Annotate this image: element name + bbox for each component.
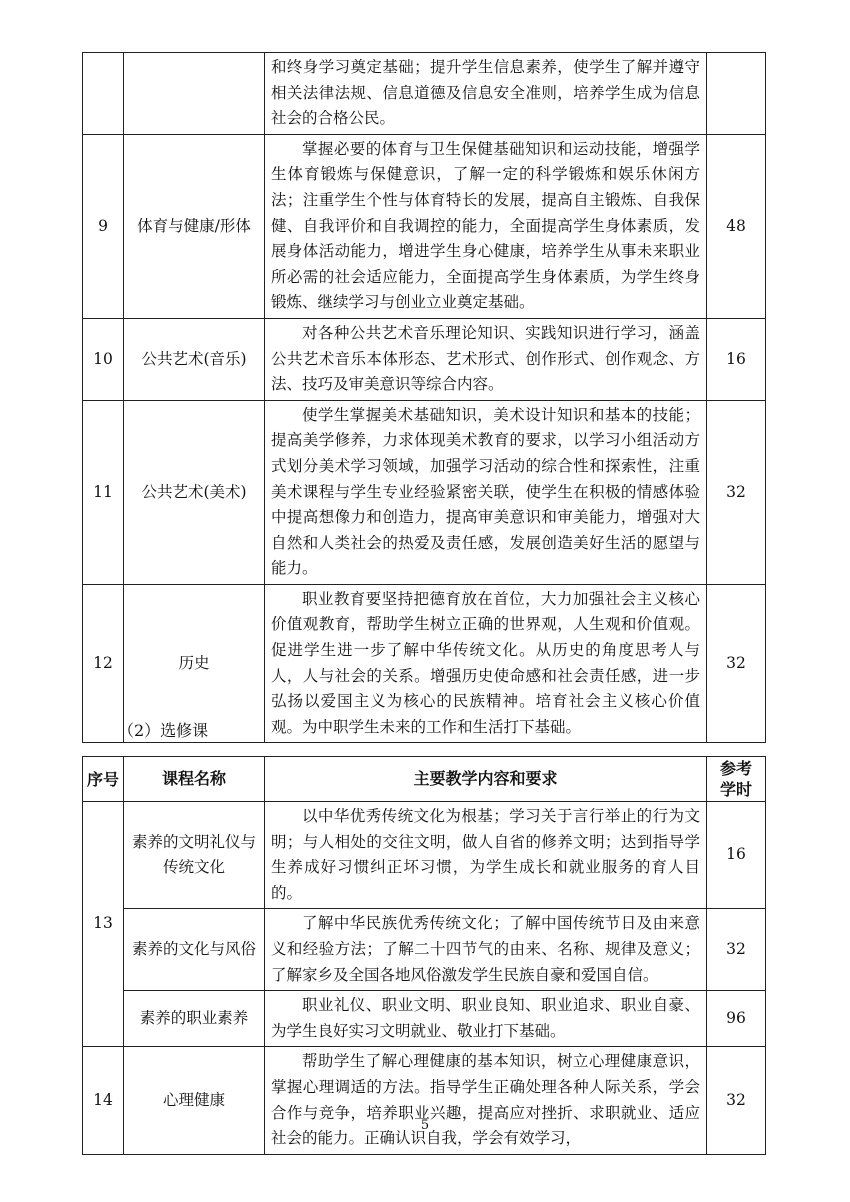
course-content: 职业礼仪、职业文明、职业良知、职业追求、职业自豪、为学生良好实习文明就业、敬业打下基础。 bbox=[265, 991, 707, 1047]
required-courses-table bbox=[82, 52, 766, 743]
course-hours: 32 bbox=[707, 400, 766, 584]
course-hours: 48 bbox=[707, 134, 766, 318]
course-content: 掌握必要的体育与卫生保健基础知识和运动技能，增强学生体育锻炼与保健意识，了解一定的科学锻炼和娱乐休闲方法；注重学生个性与体育特长的发展，提高自主锻炼、自我保健、自我评价和自我调控的能力，全面提高学生身体素质，发展身体活动能力，增进学生身心健康，培养学生从事未来职业所必需的社会适应能力，全面提高学生身体素质，为学生终身锻炼、继续学习与创业立业奠定基础。 bbox=[265, 134, 707, 318]
header-number: 序号 bbox=[83, 757, 124, 802]
course-number: 9 bbox=[83, 134, 124, 318]
course-hours: 32 bbox=[707, 909, 766, 991]
course-number bbox=[83, 53, 124, 135]
course-content: 使学生掌握美术基础知识，美术设计知识和基本的技能；提高美学修养，力求体现美术教育的要求，以学习小组活动方式划分美术学习领域，加强学习活动的综合性和探索性，注重美术课程与学生专业经验紧密关联，使学生在积极的情感体验中提高想像力和创造力，提高审美意识和审美能力，增强对大自然和人类社会的热爱及责任感，发展创造美好生活的愿望与能力。 bbox=[265, 400, 707, 584]
course-content: 帮助学生了解心理健康的基本知识，树立心理健康意识，掌握心理调适的方法。指导学生正确处理各种人际关系，学会合作与竞争，培养职业兴趣，提高应对挫折、求职就业、适应社会的能力。正确认识自我，学会有效学习， bbox=[265, 1047, 707, 1154]
table-row bbox=[83, 909, 766, 991]
table-row bbox=[83, 991, 766, 1047]
course-content: 以中华优秀传统文化为根基；学习关于言行举止的行为文明；与人相处的交往文明，做人自省的修养文明；达到指导学生养成好习惯纠正坏习惯，为学生成长和就业服务的育人目的。 bbox=[265, 802, 707, 909]
course-name: 体育与健康/形体 bbox=[124, 134, 265, 318]
table-row bbox=[83, 134, 766, 318]
table-row bbox=[83, 802, 766, 909]
course-number: 10 bbox=[83, 318, 124, 400]
course-number: 12 bbox=[83, 584, 124, 743]
course-name: 公共艺术(音乐) bbox=[124, 318, 265, 400]
course-hours: 32 bbox=[707, 584, 766, 743]
course-content: 和终身学习奠定基础；提升学生信息素养，使学生了解并遵守相关法律法规、信息道德及信息安全准则，培养学生成为信息社会的合格公民。 bbox=[265, 53, 707, 135]
course-hours: 16 bbox=[707, 802, 766, 909]
elective-courses-table bbox=[82, 756, 766, 1155]
course-content: 了解中华民族优秀传统文化；了解中国传统节日及由来意义和经验方法；了解二十四节气的由来、名称、规律及意义；了解家乡及全国各地风俗激发学生民族自豪和爱国自信。 bbox=[265, 909, 707, 991]
course-number: 13 bbox=[83, 802, 124, 1047]
table-header-row bbox=[83, 757, 766, 802]
course-name: 素养的文化与风俗 bbox=[124, 909, 265, 991]
course-hours: 96 bbox=[707, 991, 766, 1047]
course-number: 14 bbox=[83, 1047, 124, 1154]
course-hours: 32 bbox=[707, 1047, 766, 1154]
page-number: 5 bbox=[420, 1118, 430, 1133]
course-hours bbox=[707, 53, 766, 135]
table-row bbox=[83, 1047, 766, 1154]
course-content: 职业教育要坚持把德育放在首位，大力加强社会主义核心价值观教育，帮助学生树立正确的世界观，人生观和价值观。促进学生进一步了解中华传统文化。从历史的角度思考人与人，人与社会的关系。增强历史使命感和社会责任感，进一步弘扬以爱国主义为核心的民族精神。培育社会主义核心价值观。为中职学生未来的工作和生活打下基础。 bbox=[265, 584, 707, 743]
header-content: 主要教学内容和要求 bbox=[265, 757, 707, 802]
section-caption: （2）选修课 bbox=[118, 721, 209, 740]
course-name: 素养的文明礼仪与传统文化 bbox=[124, 802, 265, 909]
table-row bbox=[83, 53, 766, 135]
course-hours: 16 bbox=[707, 318, 766, 400]
header-hours: 参考学时 bbox=[707, 757, 766, 802]
course-content: 对各种公共艺术音乐理论知识、实践知识进行学习，涵盖公共艺术音乐本体形态、艺术形式、创作形式、创作观念、方法、技巧及审美意识等综合内容。 bbox=[265, 318, 707, 400]
table-row bbox=[83, 318, 766, 400]
course-name bbox=[124, 53, 265, 135]
course-name: 公共艺术(美术) bbox=[124, 400, 265, 584]
table-row bbox=[83, 400, 766, 584]
course-name: 历史 bbox=[124, 584, 265, 743]
course-name: 素养的职业素养 bbox=[124, 991, 265, 1047]
course-name: 心理健康 bbox=[124, 1047, 265, 1154]
course-number: 11 bbox=[83, 400, 124, 584]
header-course-name: 课程名称 bbox=[124, 757, 265, 802]
